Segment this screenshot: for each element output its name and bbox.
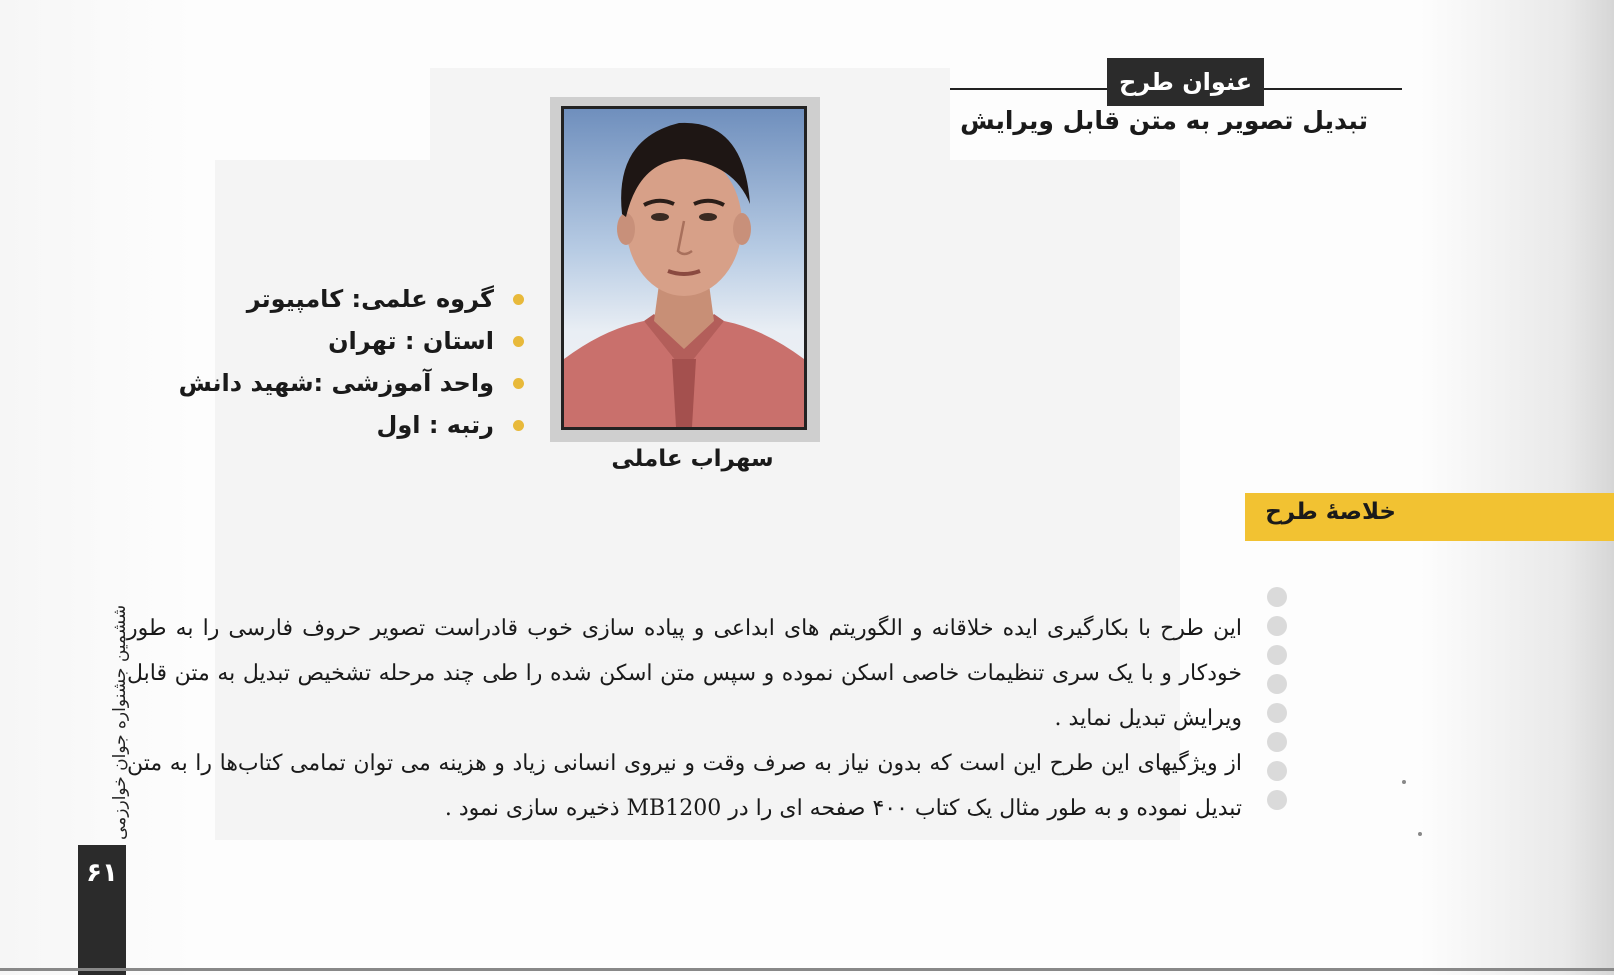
dot-icon: [1267, 616, 1287, 636]
dot-icon: [1267, 674, 1287, 694]
portrait-photo: [561, 106, 807, 430]
person-name: سهراب عاملی: [611, 446, 774, 472]
bullet-icon: [513, 294, 524, 305]
decorative-dot-column: [1267, 587, 1289, 819]
dot-icon: [1267, 732, 1287, 752]
dot-icon: [1267, 703, 1287, 723]
detail-text: گروه علمی: کامپیوتر: [246, 285, 494, 313]
summary-paragraph-1: این طرح با بکارگیری ایده خلاقانه و الگوریتم های ابداعی و پیاده سازی خوب قادراست تصویر حروف فارسی را به طور خودکار و با یک سری تنظیمات خاصی اسکن نموده و سپس متن اسکن شده را طی چند مرحله تشخیص تبدیل به متن قابل ویرایش تبدیل نماید .: [127, 616, 1242, 731]
page-bottom-edge: [0, 968, 1614, 971]
dot-icon: [1267, 587, 1287, 607]
detail-item-province: [179, 320, 524, 362]
bullet-icon: [513, 420, 524, 431]
section-label-project-title: عنوان طرح: [1107, 58, 1264, 106]
detail-item-group: [179, 278, 524, 320]
detail-item-school: [179, 362, 524, 404]
bullet-icon: [513, 378, 524, 389]
dot-icon: [1267, 790, 1287, 810]
page-number: ۶۱: [86, 858, 118, 888]
summary-body: [127, 606, 1242, 831]
detail-text: رتبه : اول: [376, 411, 494, 439]
dot-icon: [1267, 645, 1287, 665]
detail-text: استان : تهران: [328, 327, 494, 355]
summary-label: خلاصهٔ طرح: [1265, 499, 1396, 525]
summary-paragraph-2: از ویژگیهای این طرح این است که بدون نیاز به صرف وقت و نیروی انسانی زیاد و هزینه می توان تمامی کتاب‌ها را به متن تبدیل نموده و به طور مثال یک کتاب ۴۰۰ صفحه ای را در MB1200 ذخیره سازی نمود .: [127, 751, 1242, 821]
project-title: تبدیل تصویر به متن قابل ویرایش: [960, 106, 1368, 135]
portrait-illustration: [564, 109, 804, 427]
side-caption: ششمین جشنواره جوان خوارزمی: [110, 604, 130, 840]
bullet-icon: [513, 336, 524, 347]
detail-text: واحد آموزشی :شهید دانش: [178, 369, 494, 397]
profile-details-list: [179, 278, 524, 446]
dot-icon: [1267, 761, 1287, 781]
print-speck: [1402, 780, 1406, 784]
print-speck: [1418, 832, 1422, 836]
detail-item-rank: [179, 404, 524, 446]
